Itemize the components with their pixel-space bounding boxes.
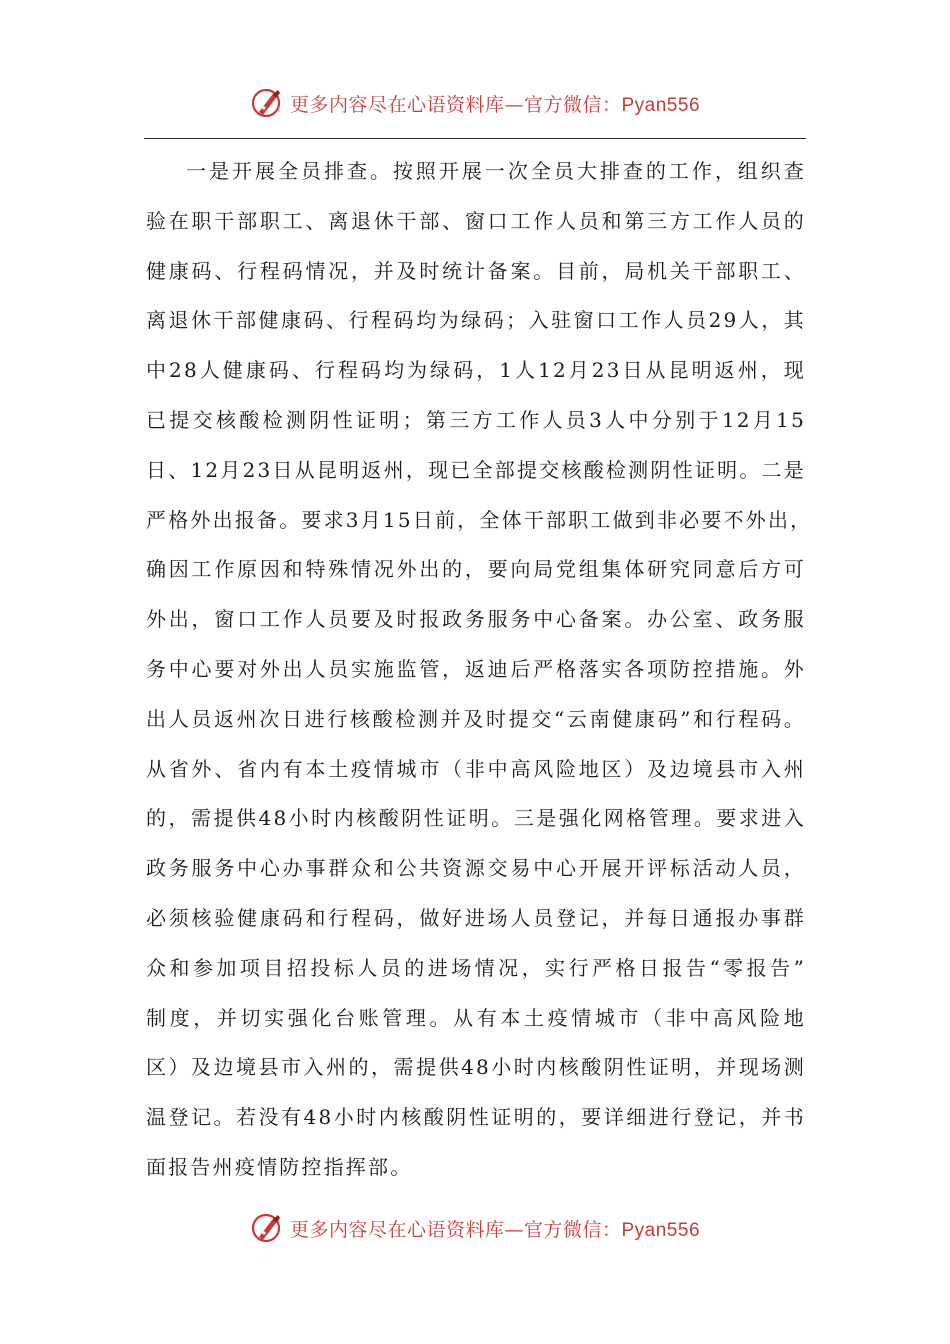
paragraph-line: 必须核验健康码和行程码，做好进场人员登记，并每日通报办事群 <box>146 905 806 930</box>
banner-dash: — <box>504 93 524 116</box>
footer-banner <box>0 1208 950 1248</box>
paragraph-line: 验在职干部职工、离退休干部、窗口工作人员和第三方工作人员的 <box>146 208 806 233</box>
paragraph-line: 离退休干部健康码、行程码均为绿码；入驻窗口工作人员29人，其 <box>146 308 806 333</box>
paragraph-line: 的，需提供48小时内核酸阴性证明。三是强化网格管理。要求进入 <box>146 806 806 831</box>
paragraph-line: 严格外出报备。要求3月15日前，全体干部职工做到非必要不外出， <box>146 507 813 532</box>
paragraph-line: 制度，并切实强化台账管理。从有本土疫情城市（非中高风险地 <box>146 1005 806 1030</box>
banner-wechat-label: 官方微信： <box>523 93 622 116</box>
paragraph-line: 面报告州疫情防控指挥部。 <box>146 1154 413 1179</box>
body-paragraph <box>146 147 813 1193</box>
paragraph-line: 出人员返州次日进行核酸检测并及时提交“云南健康码”和行程码。 <box>146 706 806 731</box>
pen-nib-icon <box>250 1211 284 1245</box>
paragraph-line: 务中心要对外出人员实施监管，返迪后严格落实各项防控措施。外 <box>146 656 806 681</box>
paragraph-line: 从省外、省内有本土疫情城市（非中高风险地区）及边境县市入州 <box>146 756 806 781</box>
banner-wechat-id: Pyan556 <box>621 94 701 116</box>
paragraph-line: 区）及边境县市入州的，需提供48小时内核酸阴性证明，并现场测 <box>146 1055 806 1080</box>
pen-nib-icon <box>250 86 284 120</box>
banner-wechat-id: Pyan556 <box>621 1219 701 1241</box>
banner-text <box>290 90 700 117</box>
paragraph-line: 外出，窗口工作人员要及时报政务服务中心备案。办公室、政务服 <box>146 607 806 632</box>
paragraph-line: 温登记。若没有48小时内核酸阴性证明的，要详细进行登记，并书 <box>146 1105 806 1130</box>
paragraph-line: 政务服务中心办事群众和公共资源交易中心开展开评标活动人员， <box>146 856 806 881</box>
header-divider <box>144 138 806 139</box>
banner-prefix: 更多内容尽在心语资料库 <box>289 1218 505 1241</box>
paragraph-line: 健康码、行程码情况，并及时统计备案。目前，局机关干部职工、 <box>146 258 806 283</box>
header-banner <box>0 83 950 123</box>
banner-text <box>290 1215 700 1242</box>
paragraph-line: 已提交核酸检测阴性证明；第三方工作人员3人中分别于12月15 <box>146 407 806 432</box>
banner-prefix: 更多内容尽在心语资料库 <box>289 93 505 116</box>
paragraph-line: 日、12月23日从昆明返州，现已全部提交核酸检测阴性证明。二是 <box>146 457 806 482</box>
paragraph-line: 中28人健康码、行程码均为绿码，1人12月23日从昆明返州，现 <box>146 358 806 383</box>
banner-wechat-label: 官方微信： <box>523 1218 622 1241</box>
paragraph-line: 众和参加项目招投标人员的进场情况，实行严格日报告“零报告” <box>146 955 806 980</box>
banner-dash: — <box>504 1218 524 1241</box>
paragraph-line: 一是开展全员排查。按照开展一次全员大排查的工作，组织查 <box>186 159 806 183</box>
paragraph-line: 确因工作原因和特殊情况外出的，要向局党组集体研究同意后方可 <box>146 557 806 582</box>
